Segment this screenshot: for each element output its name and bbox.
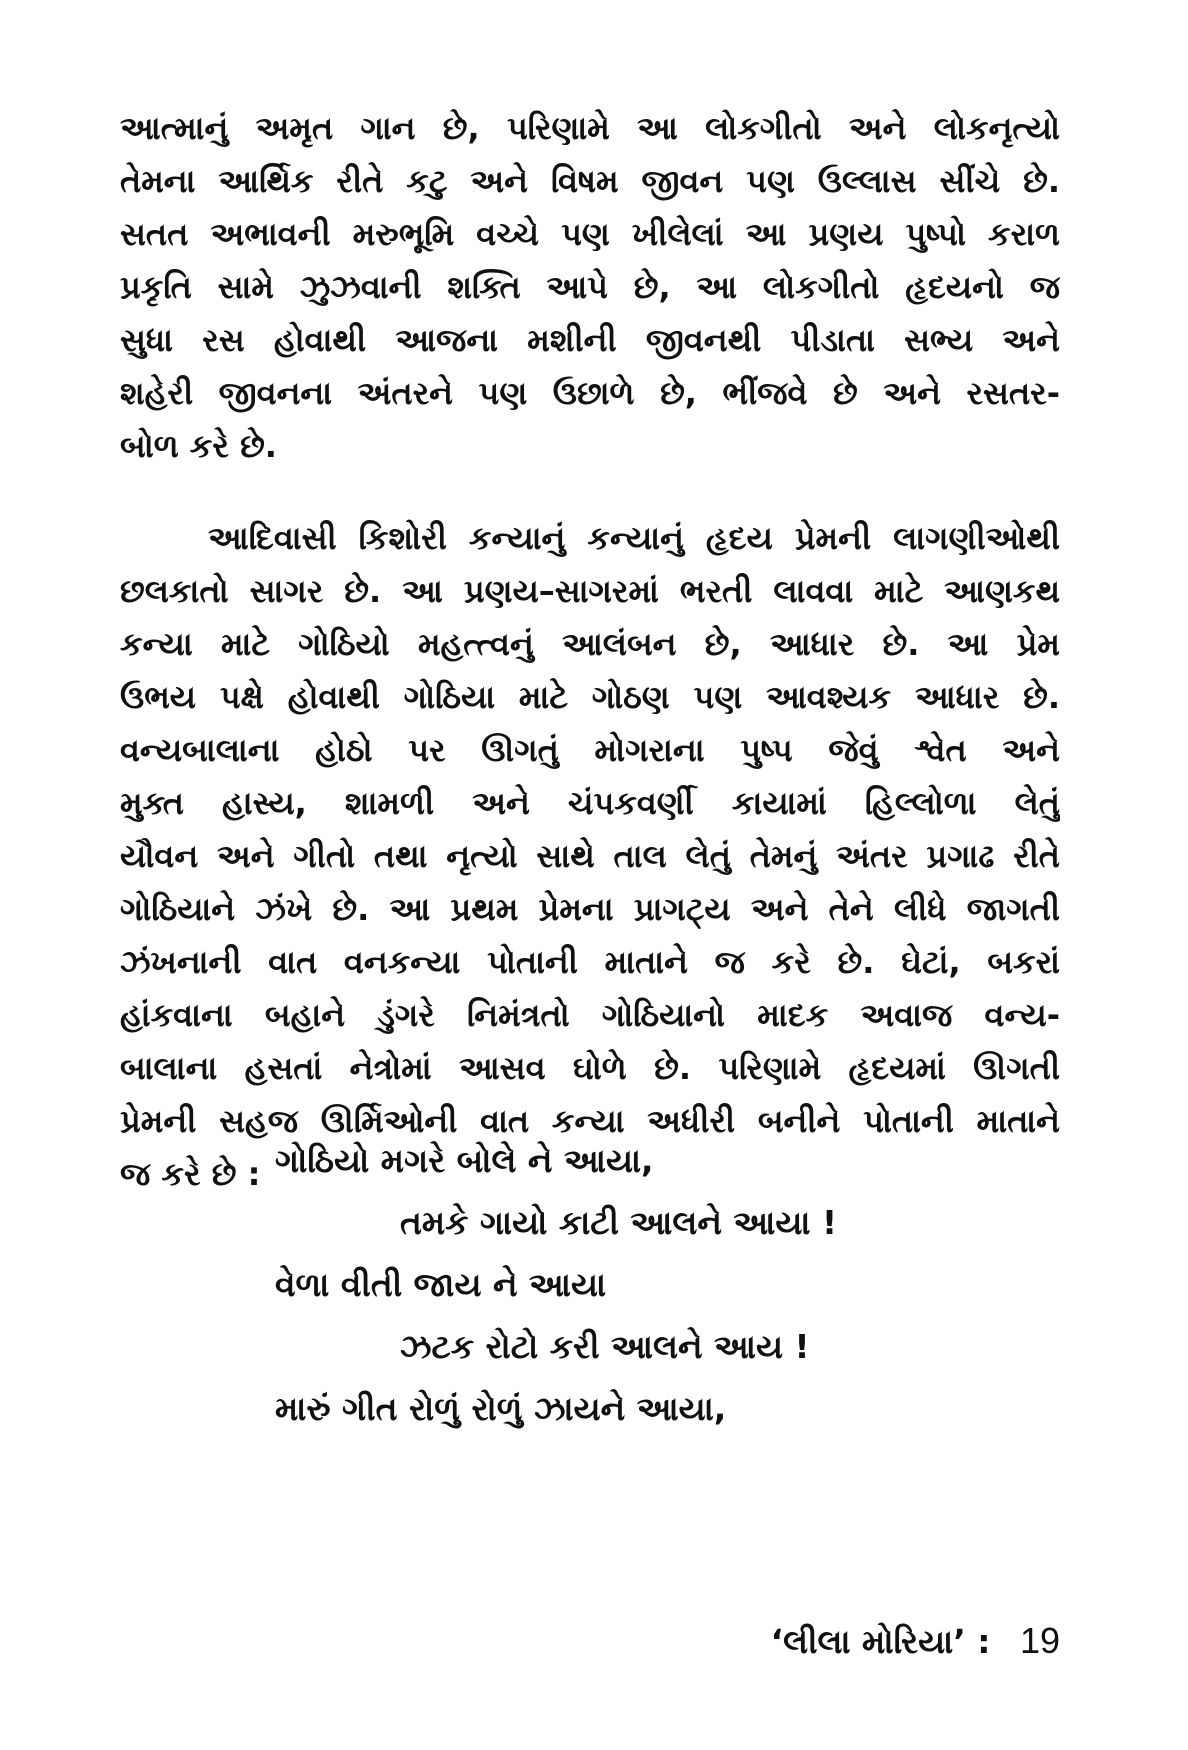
verse-line: ઝટક રોટો કરી આલને આય ! — [400, 1327, 810, 1366]
paragraph-line: હાંકવાના બહાને ડુંગરે નિમંત્રતો ગોઠિયાનો માદક અવાજ વન્ય- — [120, 996, 1060, 1034]
verse-line: વેળા વીતી જાય ને આયા — [275, 1265, 607, 1304]
verse-line: ગોઠિયો મગરે બોલે ને આયા, — [275, 1141, 654, 1180]
page-number: 19 — [1019, 1620, 1060, 1661]
paragraph-line: વન્યબાલાના હોઠો પર ઊગતું મોગરાના પુષ્પ જેવું શ્વેત અને — [120, 731, 1060, 769]
paragraph-1 — [120, 102, 1060, 473]
verse-line: તમકે ગાયો કાટી આલને આયા ! — [400, 1203, 838, 1242]
paragraph-line: આદિવાસી કિશોરી કન્યાનું કન્યાનું હૃદય પ્રેમની લાગણીઓથી — [208, 519, 1060, 557]
folk-song-verse — [275, 1130, 995, 1440]
paragraph-line: સુધા રસ હોવાથી આજના મશીની જીવનથી પીડાતા સભ્ય અને — [120, 321, 1060, 359]
paragraph-line: આત્માનું અમૃત ગાન છે, પરિણામે આ લોકગીતો અને લોકનૃત્યો — [120, 109, 1060, 147]
page-footer — [771, 1620, 1060, 1662]
paragraph-line: યૌવન અને ગીતો તથા નૃત્યો સાથે તાલ લેતું તેમનું અંતર પ્રગાઢ રીતે — [120, 837, 1060, 875]
paragraph-line: કન્યા માટે ગોઠિયો મહત્ત્વનું આલંબન છે, આધાર છે. આ પ્રેમ — [120, 625, 1060, 663]
paragraph-line: ગોઠિયાને ઝંખે છે. આ પ્રથમ પ્રેમના પ્રાગટ્ય અને તેને લીધે જાગતી — [120, 890, 1060, 928]
paragraph-line: ઝંખનાની વાત વનકન્યા પોતાની માતાને જ કરે છે. ઘેટાં, બકરાં — [120, 943, 1060, 981]
paragraph-line: છલકાતો સાગર છે. આ પ્રણય–સાગરમાં ભરતી લાવવા માટે આણકથ — [120, 572, 1060, 610]
paragraph-line: જ કરે છે : — [120, 1155, 261, 1193]
verse-line: મારું ગીત રોળું રોળું ઝાયને આયા, — [275, 1389, 727, 1428]
paragraph-line: મુક્ત હાસ્ય, શામળી અને ચંપકવર્ણી કાયામાં હિલ્લોળા લેતું — [120, 784, 1060, 822]
paragraph-line: બોળ કરે છે. — [120, 427, 277, 465]
paragraph-line: પ્રકૃતિ સામે ઝુઝવાની શક્તિ આપે છે, આ લોકગીતો હૃદયનો જ — [120, 268, 1060, 306]
paragraph-line: પ્રેમની સહજ ઊર્મિઓની વાત કન્યા અધીરી બનીને પોતાની માતાને — [120, 1102, 1060, 1140]
paragraph-line: સતત અભાવની મરુભૂમિ વચ્ચે પણ ખીલેલાં આ પ્રણય પુષ્પો કરાળ — [120, 215, 1060, 253]
paragraph-line: શહેરી જીવનના અંતરને પણ ઉછાળે છે, ભીંજવે છે અને રસતર- — [120, 374, 1060, 412]
paragraph-line: તેમના આર્થિક રીતે કટુ અને વિષમ જીવન પણ ઉલ્લાસ સીંચે છે. — [120, 162, 1060, 200]
paragraph-line: બાલાના હસતાં નેત્રોમાં આસવ ઘોળે છે. પરિણામે હૃદયમાં ઊગતી — [120, 1049, 1060, 1087]
running-title: ‘લીલા મોરિયા’ : — [770, 1622, 991, 1661]
paragraph-2 — [120, 512, 1060, 1201]
paragraph-line: ઉભય પક્ષે હોવાથી ગોઠિયા માટે ગોઠણ પણ આવશ્યક આધાર છે. — [120, 678, 1060, 716]
